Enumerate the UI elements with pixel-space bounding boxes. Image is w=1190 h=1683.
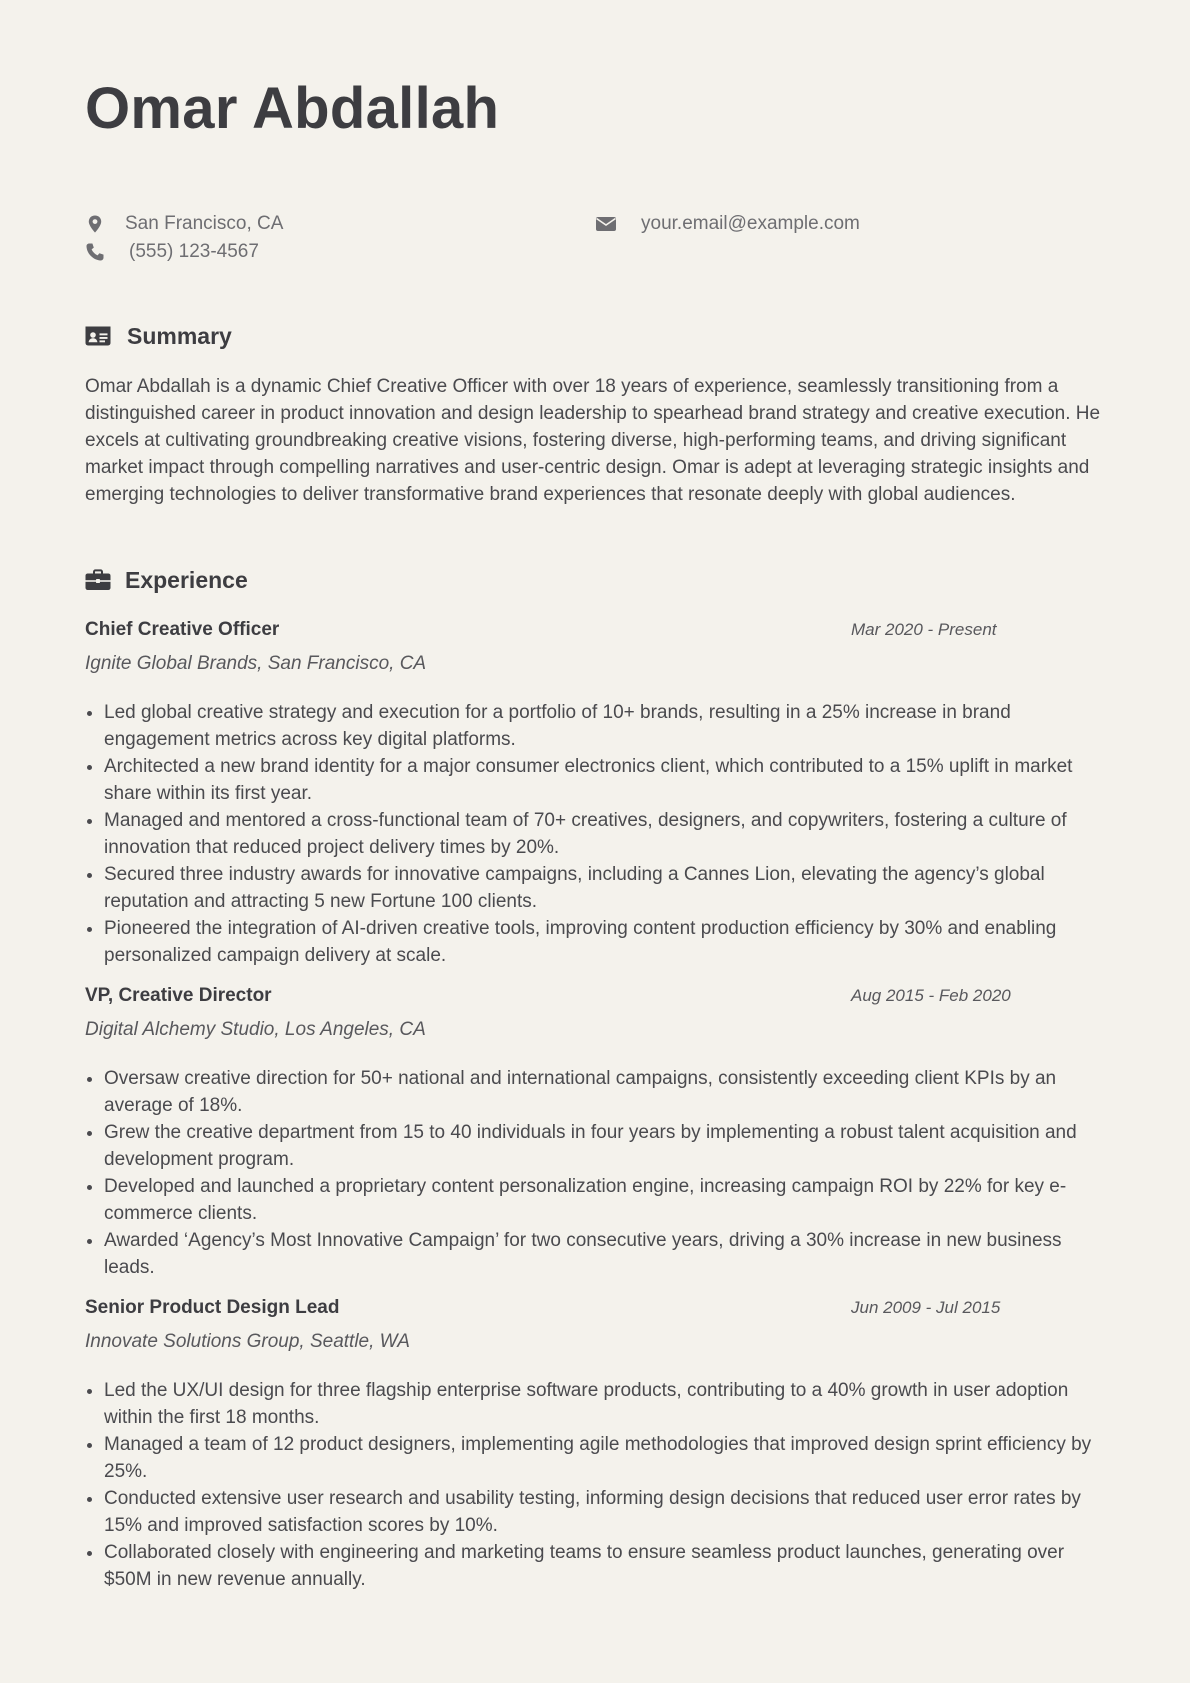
job-bullet: Oversaw creative direction for 50+ national and international campaigns, consistently exceeding client KPIs by an average of 18%.: [85, 1065, 1105, 1119]
map-marker-icon: [85, 214, 105, 234]
job-bullet: Managed a team of 12 product designers, implementing agile methodologies that improved design sprint efficiency by 25%.: [85, 1431, 1105, 1485]
summary-text: Omar Abdallah is a dynamic Chief Creative Officer with over 18 years of experience, seamlessly transitioning from a distinguished career in product innovation and design leadership to spearhead brand strategy and creative execution. He excels at cultivating groundbreaking creative visions, fostering diverse, high-performing teams, and driving significant market impact through compelling narratives and user-centric design. Omar is adept at leveraging strategic insights and emerging technologies to deliver transformative brand experiences that resonate deeply with global audiences.: [85, 376, 1101, 505]
summary-heading: [85, 321, 232, 351]
job-bullet: Awarded ‘Agency’s Most Innovative Campaign’ for two consecutive years, driving a 30% increase in new business leads.: [85, 1227, 1105, 1281]
job-bullet: Pioneered the integration of AI-driven creative tools, improving content production efficiency by 30% and enabling personalized campaign delivery at scale.: [85, 915, 1105, 969]
job-bullet-list: [85, 1065, 1105, 1281]
summary-heading-label: Summary: [127, 322, 232, 349]
job-bullet: Grew the creative department from 15 to 40 individuals in four years by implementing a robust talent acquisition and development program.: [85, 1119, 1105, 1173]
email-link[interactable]: your.email@example.com: [641, 213, 860, 234]
job-bullet: Led global creative strategy and execution for a portfolio of 10+ brands, resulting in a 25% increase in brand engagement metrics across key digital platforms.: [85, 699, 1105, 753]
job-title: Senior Product Design Lead: [85, 1297, 340, 1318]
job-dates: Mar 2020 - Present: [851, 620, 997, 639]
experience-heading: [85, 565, 248, 595]
job-bullet: Conducted extensive user research and usability testing, informing design decisions that reduced user error rates by 15% and improved satisfaction scores by 10%.: [85, 1485, 1105, 1539]
job-bullet: Architected a new brand identity for a major consumer electronics client, which contributed to a 15% uplift in market share within its first year.: [85, 753, 1105, 807]
contact-phone: [85, 239, 259, 265]
contact-location: [85, 211, 283, 237]
job-bullet: Collaborated closely with engineering and marketing teams to ensure seamless product launches, generating over $50M in new revenue annually.: [85, 1539, 1105, 1593]
id-card-icon: [85, 325, 111, 347]
phone-text: (555) 123-4567: [129, 241, 259, 262]
job-company: Innovate Solutions Group, Seattle, WA: [85, 1331, 410, 1352]
job-dates: Jun 2009 - Jul 2015: [851, 1298, 1001, 1317]
briefcase-icon: [85, 569, 111, 591]
job-title: Chief Creative Officer: [85, 619, 280, 640]
contact-email: [595, 211, 860, 237]
job-bullet: Developed and launched a proprietary content personalization engine, increasing campaign ROI by 22% for key e-commerce clients.: [85, 1173, 1105, 1227]
job-bullet: Managed and mentored a cross-functional team of 70+ creatives, designers, and copywriters, fostering a culture of innovation that reduced project delivery times by 20%.: [85, 807, 1105, 861]
location-text: San Francisco, CA: [125, 213, 284, 234]
job-dates: Aug 2015 - Feb 2020: [851, 986, 1011, 1005]
job-company: Digital Alchemy Studio, Los Angeles, CA: [85, 1019, 426, 1040]
envelope-icon: [595, 214, 617, 234]
job-bullet: Secured three industry awards for innovative campaigns, including a Cannes Lion, elevating the agency’s global reputation and attracting 5 new Fortune 100 clients.: [85, 861, 1105, 915]
job-title: VP, Creative Director: [85, 985, 272, 1006]
experience-heading-label: Experience: [125, 566, 248, 593]
job-bullet-list: [85, 1377, 1105, 1593]
job-bullet-list: [85, 699, 1105, 969]
candidate-name: Omar Abdallah: [85, 76, 500, 141]
phone-icon: [85, 242, 105, 262]
resume-page: [85, 0, 1105, 1683]
job-bullet: Led the UX/UI design for three flagship enterprise software products, contributing to a 40% growth in user adoption within the first 18 months.: [85, 1377, 1105, 1431]
job-company: Ignite Global Brands, San Francisco, CA: [85, 653, 427, 674]
